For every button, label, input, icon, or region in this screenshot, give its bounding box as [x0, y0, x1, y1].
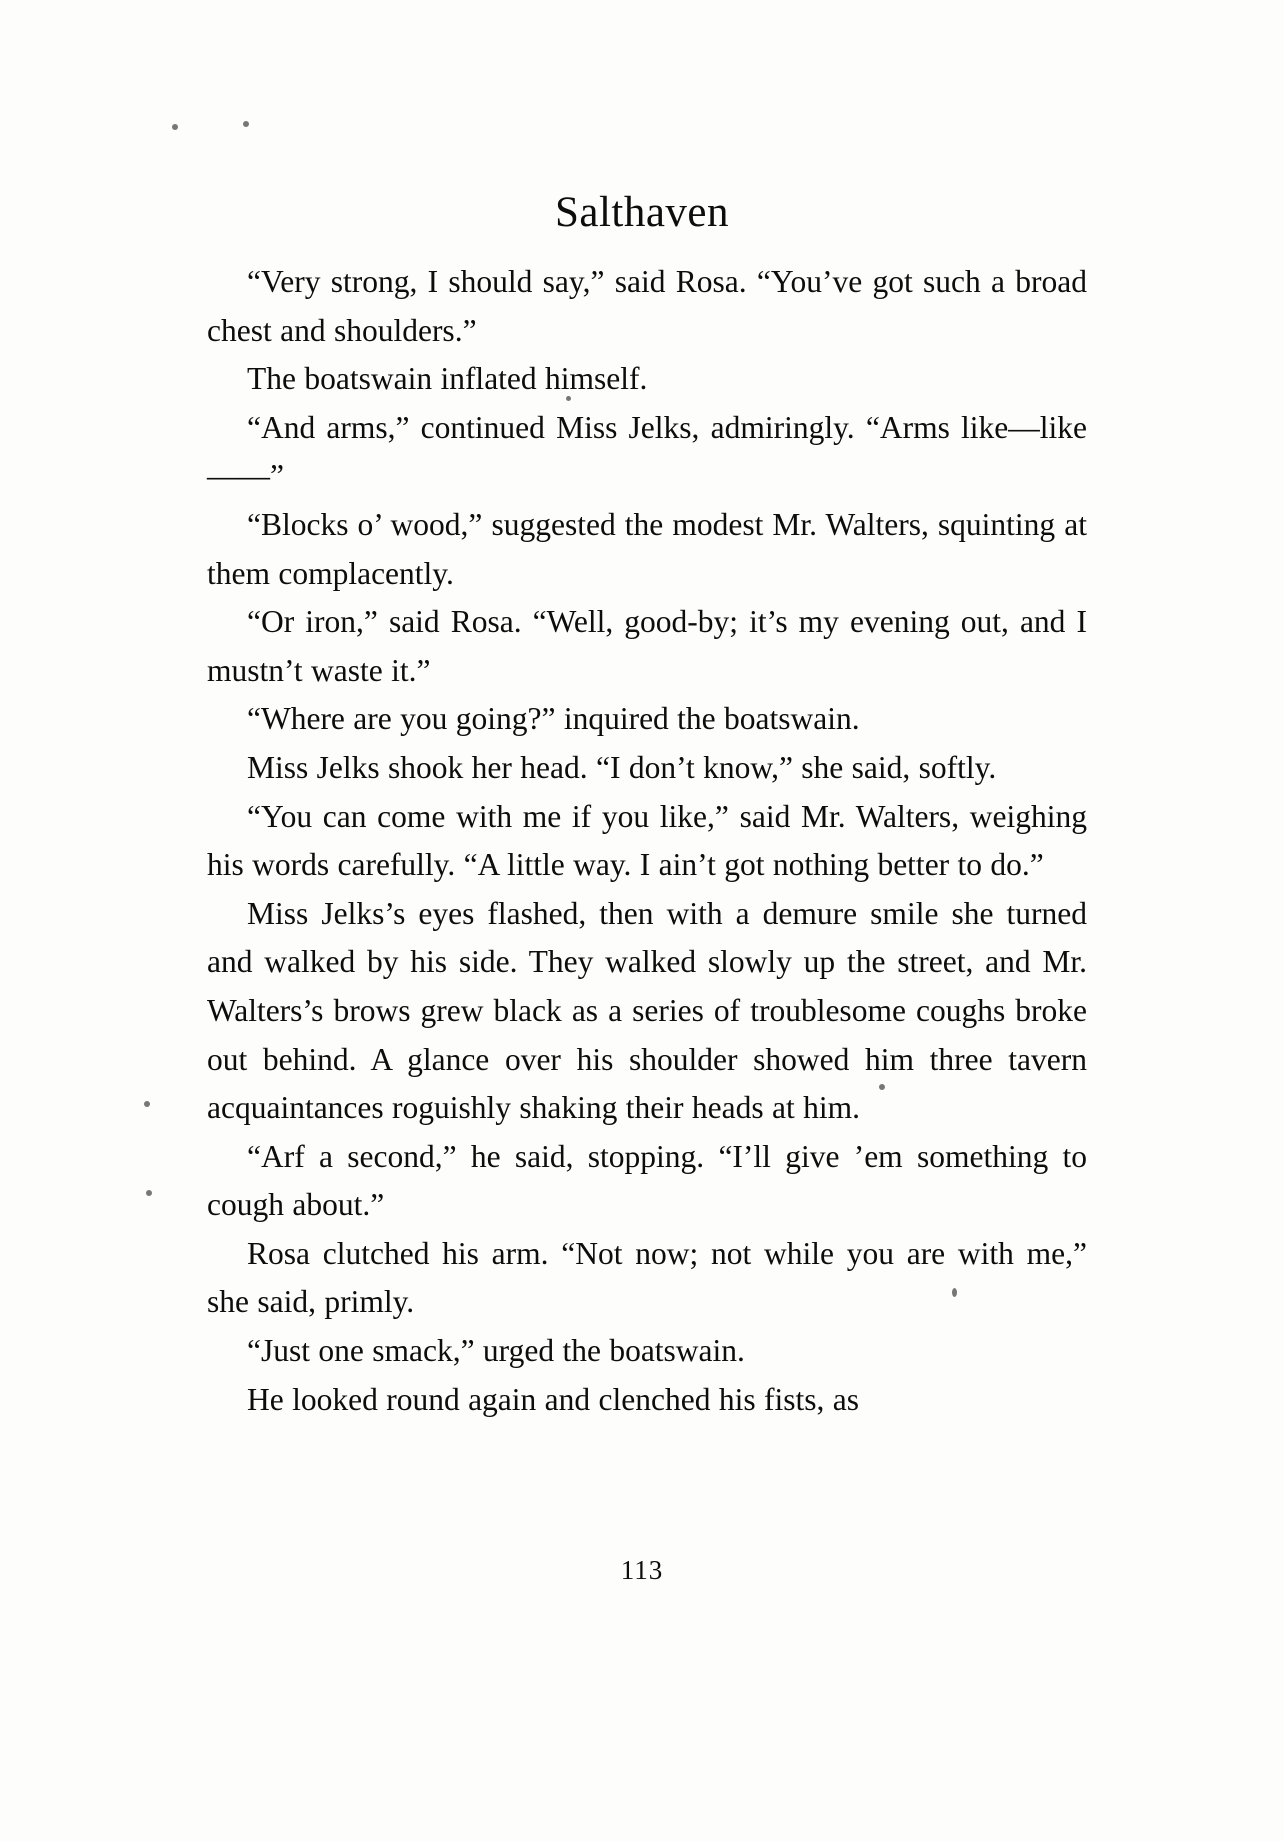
paragraph: Miss Jelks shook her head. “I don’t know,” she said, softly.: [247, 749, 997, 785]
paragraph: “Blocks o’ wood,” suggested the modest Mr. Walters, squinting at them complacently.: [207, 506, 1087, 591]
paragraph: “Just one smack,” urged the boatswain.: [247, 1333, 745, 1369]
paragraph: “Arf a second,” he said, stopping. “I’ll give ’em something to cough about.”: [207, 1138, 1087, 1223]
body-text: [207, 258, 1087, 1424]
paragraph: “Or iron,” said Rosa. “Well, good-by; it’s my evening out, and I mustn’t waste it.”: [207, 604, 1087, 688]
paragraph: “Where are you going?” inquired the boatswain.: [247, 701, 860, 737]
paragraph: The boatswain inflated himself.: [247, 361, 648, 397]
print-speck: [146, 1190, 152, 1196]
paragraph: He looked round again and clenched his fists, as: [247, 1381, 859, 1417]
print-speck: [144, 1101, 150, 1107]
paragraph: “Very strong, I should say,” said Rosa. “You’ve got such a broad chest and shoulders.”: [207, 264, 1087, 348]
paragraph: Miss Jelks’s eyes flashed, then with a demure smile she turned and walked by his side. They walked slowly up the street, and Mr. Walters’s brows grew black as a series of troublesome coughs broke out behind. A glance over his shoulder showed him three tavern acquaintances roguishly shaking their heads at him.: [207, 895, 1087, 1126]
paragraph: Rosa clutched his arm. “Not now; not while you are with me,” she said, primly.: [207, 1235, 1087, 1320]
print-speck: [172, 124, 178, 130]
print-speck: [243, 121, 249, 127]
page-number: 113: [620, 1555, 664, 1585]
paragraph: “You can come with me if you like,” said Mr. Walters, weighing his words carefully. “A little way. I ain’t got nothing better to do.”: [207, 798, 1087, 883]
running-head: Salthaven: [554, 189, 730, 236]
paragraph: “And arms,” continued Miss Jelks, admiringly. “Arms like—like——”: [207, 409, 1087, 494]
